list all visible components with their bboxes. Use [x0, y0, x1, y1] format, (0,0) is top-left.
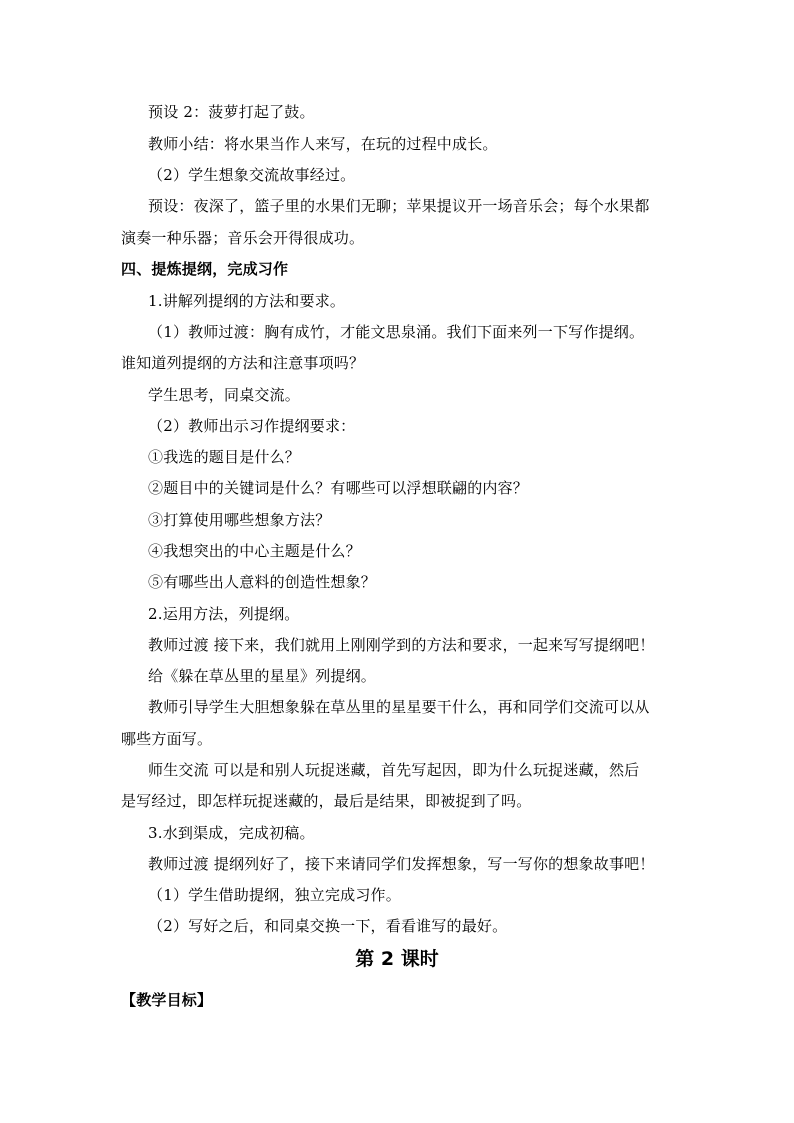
- list-item: ③打算使用哪些想象方法？: [148, 511, 331, 529]
- paragraph-line: 教师过渡 接下来，我们就用上刚刚学到的方法和要求，一起来写写提纲吧！: [148, 636, 655, 654]
- paragraph-line: 教师过渡 提纲列好了，接下来请同学们发挥想象，写一写你的想象故事吧！: [148, 855, 655, 873]
- paragraph-line: 预设 2：菠萝打起了鼓。: [148, 103, 315, 121]
- section-heading: 四、提炼提纲，完成习作: [121, 260, 289, 278]
- paragraph-line: 演奏一种乐器；音乐会开得很成功。: [121, 229, 365, 247]
- paragraph-line: 1.讲解列提纲的方法和要求。: [148, 292, 346, 310]
- paragraph-line: 教师引导学生大胆想象躲在草丛里的星星要干什么，再和同学们交流可以从: [148, 698, 650, 716]
- paragraph-line: 教师小结：将水果当作人来写，在玩的过程中成长。: [148, 135, 498, 153]
- list-item: ④我想突出的中心主题是什么？: [148, 542, 361, 560]
- paragraph-line: 师生交流 可以是和别人玩捉迷藏，首先写起因，即为什么玩捉迷藏，然后: [148, 761, 640, 779]
- paragraph-line: 是写经过，即怎样玩捉迷藏的，最后是结果，即被捉到了吗。: [121, 792, 532, 810]
- list-item: ②题目中的关键词是什么？有哪些可以浮想联翩的内容？: [148, 479, 529, 497]
- paragraph-line: 学生思考，同桌交流。: [148, 386, 301, 404]
- paragraph-line: 谁知道列提纲的方法和注意事项吗？: [121, 354, 365, 372]
- paragraph-line: （2）写好之后，和同桌交换一下，看看谁写的最好。: [148, 917, 508, 935]
- lesson-heading: 第 2 课时: [355, 948, 439, 970]
- section-label: 【教学目标】: [121, 991, 213, 1009]
- paragraph-line: （2）学生想象交流故事经过。: [148, 166, 356, 184]
- paragraph-line: 2.运用方法，列提纲。: [148, 605, 300, 623]
- list-item: ⑤有哪些出人意料的创造性想象？: [148, 573, 377, 591]
- paragraph-line: （1）教师过渡：胸有成竹，才能文思泉涌。我们下面来列一下写作提纲。: [148, 323, 645, 341]
- list-item: ①我选的题目是什么？: [148, 448, 301, 466]
- paragraph-line: （1）学生借助提纲，独立完成习作。: [148, 886, 401, 904]
- paragraph-line: 哪些方面写。: [121, 730, 213, 748]
- paragraph-line: （2）教师出示习作提纲要求：: [148, 417, 356, 435]
- paragraph-line: 给《躲在草丛里的星星》列提纲。: [148, 667, 377, 685]
- paragraph-line: 3.水到渠成，完成初稿。: [148, 824, 315, 842]
- paragraph-line: 预设：夜深了，篮子里的水果们无聊；苹果提议开一场音乐会；每个水果都: [148, 197, 650, 215]
